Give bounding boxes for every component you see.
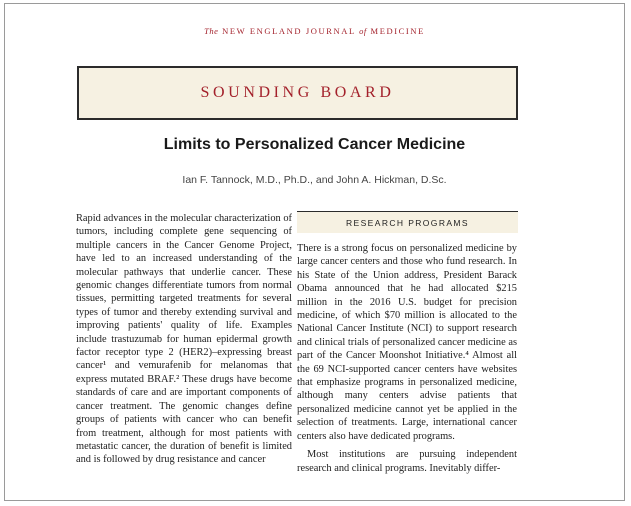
left-paragraph: Rapid advances in the molecular characterization of tumors, including complete gene sequencing of multiple cancers in the Cancer Genome Project, have led to an increased understanding of the molecular pathways that underlie cancer. These genomic changes differentiate tumors from normal tissues, permitting targeted treatments for several types of tumor and thereby extending survival and improving patients' quality of life. Examples include trastuzumab for human epidermal growth factor receptor type 2 (HER2)–expressing breast cancer¹ and vemurafenib for melanomas that express mutated BRAF.² These drugs have become standards of care and are important components of cancer treatment. The genomic changes define groups of patients with cancer who can benefit from treatment, although for most patients with metastatic cancer, the duration of benefit is limited and is followed by drug resistance and cancer xyxy=(76,213,292,466)
right-paragraph-1: There is a strong focus on personalized medicine by large cancer centers and those who fund research. In his State of the Union address, President Barack Obama announced that he had allocated $215 million in the 2016 U.S. budget for precision medicine, of which $70 million is allocated to the National Cancer Institute (NCI) to support research and clinical trials of personalized cancer medicine as part of the Cancer Moonshot Initiative.⁴ Almost all the 69 NCI-supported cancer centers have websites that emphasize programs in personalized medicine, although many centers advise patients that personalized medicine cannot yet be applied in the selection of treatments. Large, international cancer centers also have dedicated programs. xyxy=(297,243,517,442)
journal-name: NEW ENGLAND JOURNAL xyxy=(222,26,356,36)
article-authors: Ian F. Tannock, M.D., Ph.D., and John A. Hickman, D.Sc. xyxy=(182,174,447,186)
journal-suffix: MEDICINE xyxy=(370,26,425,36)
research-programs-label: RESEARCH PROGRAMS xyxy=(346,217,469,228)
journal-of: of xyxy=(359,26,367,36)
journal-header xyxy=(5,26,624,36)
left-column xyxy=(76,212,292,472)
article-title: Limits to Personalized Cancer Medicine xyxy=(163,136,466,153)
section-band-label: SOUNDING BOARD xyxy=(200,84,395,101)
right-paragraph-2: Most institutions are pursuing independent research and clinical programs. Inevitably differ- xyxy=(297,449,517,474)
section-band xyxy=(77,66,518,120)
journal-page xyxy=(4,3,625,501)
research-programs-heading xyxy=(297,211,518,233)
right-column xyxy=(297,242,517,480)
journal-prefix: The xyxy=(204,26,219,36)
